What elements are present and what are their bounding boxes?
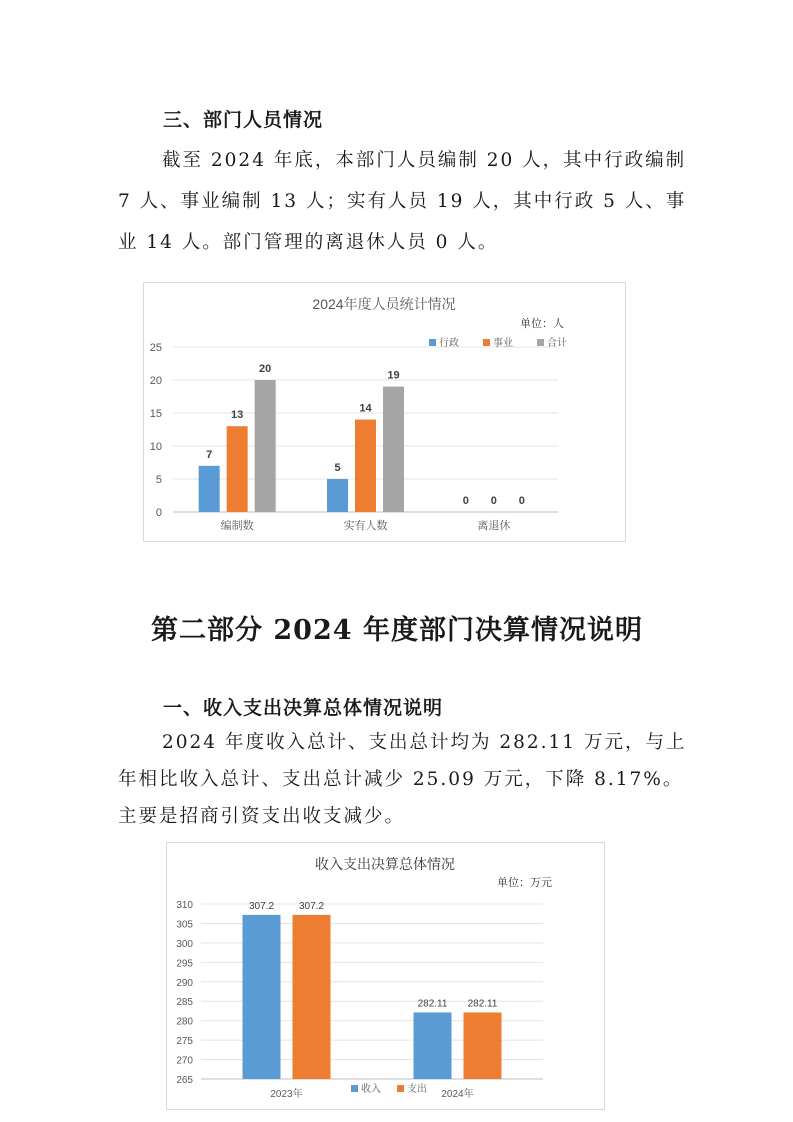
x-tick-label: 2024年 [441, 1089, 474, 1100]
chart-title: 2024年度人员统计情况 [312, 296, 456, 312]
legend-swatch [429, 339, 436, 346]
bar [464, 1012, 502, 1079]
y-tick-label: 0 [155, 507, 162, 519]
x-tick-label: 实有人数 [343, 520, 388, 532]
y-tick-label: 305 [176, 919, 193, 931]
data-label: 20 [259, 363, 272, 375]
legend-label: 支出 [407, 1084, 427, 1095]
data-label: 282.11 [417, 998, 448, 1010]
bar [255, 380, 276, 512]
legend-label: 行政 [439, 338, 459, 349]
y-tick-label: 310 [176, 900, 193, 911]
x-tick-label: 离退休 [477, 520, 511, 532]
bar [199, 466, 220, 512]
y-tick-label: 275 [176, 1036, 193, 1048]
bar [327, 479, 348, 512]
chart-unit: 单位：人 [520, 318, 564, 330]
data-label: 0 [518, 495, 525, 507]
section-heading-staff: 三、部门人员情况 [163, 109, 324, 131]
bar [293, 915, 331, 1079]
income-chart-svg [167, 843, 604, 1109]
y-tick-label: 280 [176, 1016, 193, 1028]
chart-title: 收入支出决算总体情况 [315, 856, 455, 872]
y-tick-label: 300 [176, 938, 193, 950]
legend-label: 收入 [361, 1084, 381, 1095]
y-tick-label: 25 [149, 342, 162, 354]
legend-swatch [483, 339, 490, 346]
part2-heading: 第二部分 2024 年度部门决算情况说明 [151, 615, 643, 646]
bar [243, 915, 281, 1079]
legend-swatch [351, 1085, 358, 1092]
y-tick-label: 15 [149, 408, 162, 420]
paragraph-line: 2024 年度收入总计、支出总计均为 282.11 万元，与上 [162, 732, 687, 753]
data-label: 13 [231, 409, 244, 422]
y-tick-label: 265 [176, 1075, 193, 1086]
bar [227, 426, 248, 512]
data-label: 14 [359, 402, 372, 415]
section-heading-income: 一、收入支出决算总体情况说明 [163, 697, 444, 719]
staff-chart-svg [144, 283, 625, 541]
data-label: 5 [334, 462, 341, 474]
data-label: 307.2 [298, 900, 325, 912]
data-label: 7 [206, 448, 213, 461]
legend-swatch [397, 1085, 404, 1092]
data-label: 0 [490, 495, 497, 507]
paragraph-line: 主要是招商引资支出收支减少。 [118, 806, 406, 827]
y-tick-label: 270 [176, 1055, 193, 1067]
y-tick-label: 295 [176, 958, 193, 970]
data-label: 0 [462, 495, 469, 507]
staff-paragraph [118, 140, 687, 263]
y-tick-label: 5 [155, 474, 162, 486]
paragraph-line: 7 人、事业编制 13 人；实有人员 19 人，其中行政 5 人、事 [118, 191, 687, 212]
bar [414, 1012, 452, 1079]
paragraph-line: 截至 2024 年底，本部门人员编制 20 人，其中行政编制 [162, 150, 687, 171]
legend-swatch [537, 339, 544, 346]
y-tick-label: 20 [149, 375, 162, 387]
data-label: 282.11 [467, 998, 498, 1010]
paragraph-line: 业 14 人。部门管理的离退休人员 0 人。 [118, 232, 499, 253]
data-label: 19 [387, 369, 400, 382]
legend-label: 合计 [547, 338, 567, 349]
y-tick-label: 285 [176, 997, 193, 1009]
bar [355, 420, 376, 512]
x-tick-label: 2023年 [270, 1089, 303, 1100]
y-tick-label: 10 [149, 441, 162, 453]
chart-unit: 单位：万元 [497, 877, 552, 889]
staff-chart [143, 282, 626, 542]
paragraph-line: 年相比收入总计、支出总计减少 25.09 万元，下降 8.17%。 [118, 769, 684, 790]
data-label: 307.2 [248, 900, 275, 912]
bar [383, 387, 404, 512]
x-tick-label: 编制数 [220, 520, 254, 532]
income-chart [166, 842, 605, 1110]
income-paragraph [118, 724, 687, 835]
y-tick-label: 290 [176, 977, 193, 989]
legend-label: 事业 [493, 338, 513, 349]
